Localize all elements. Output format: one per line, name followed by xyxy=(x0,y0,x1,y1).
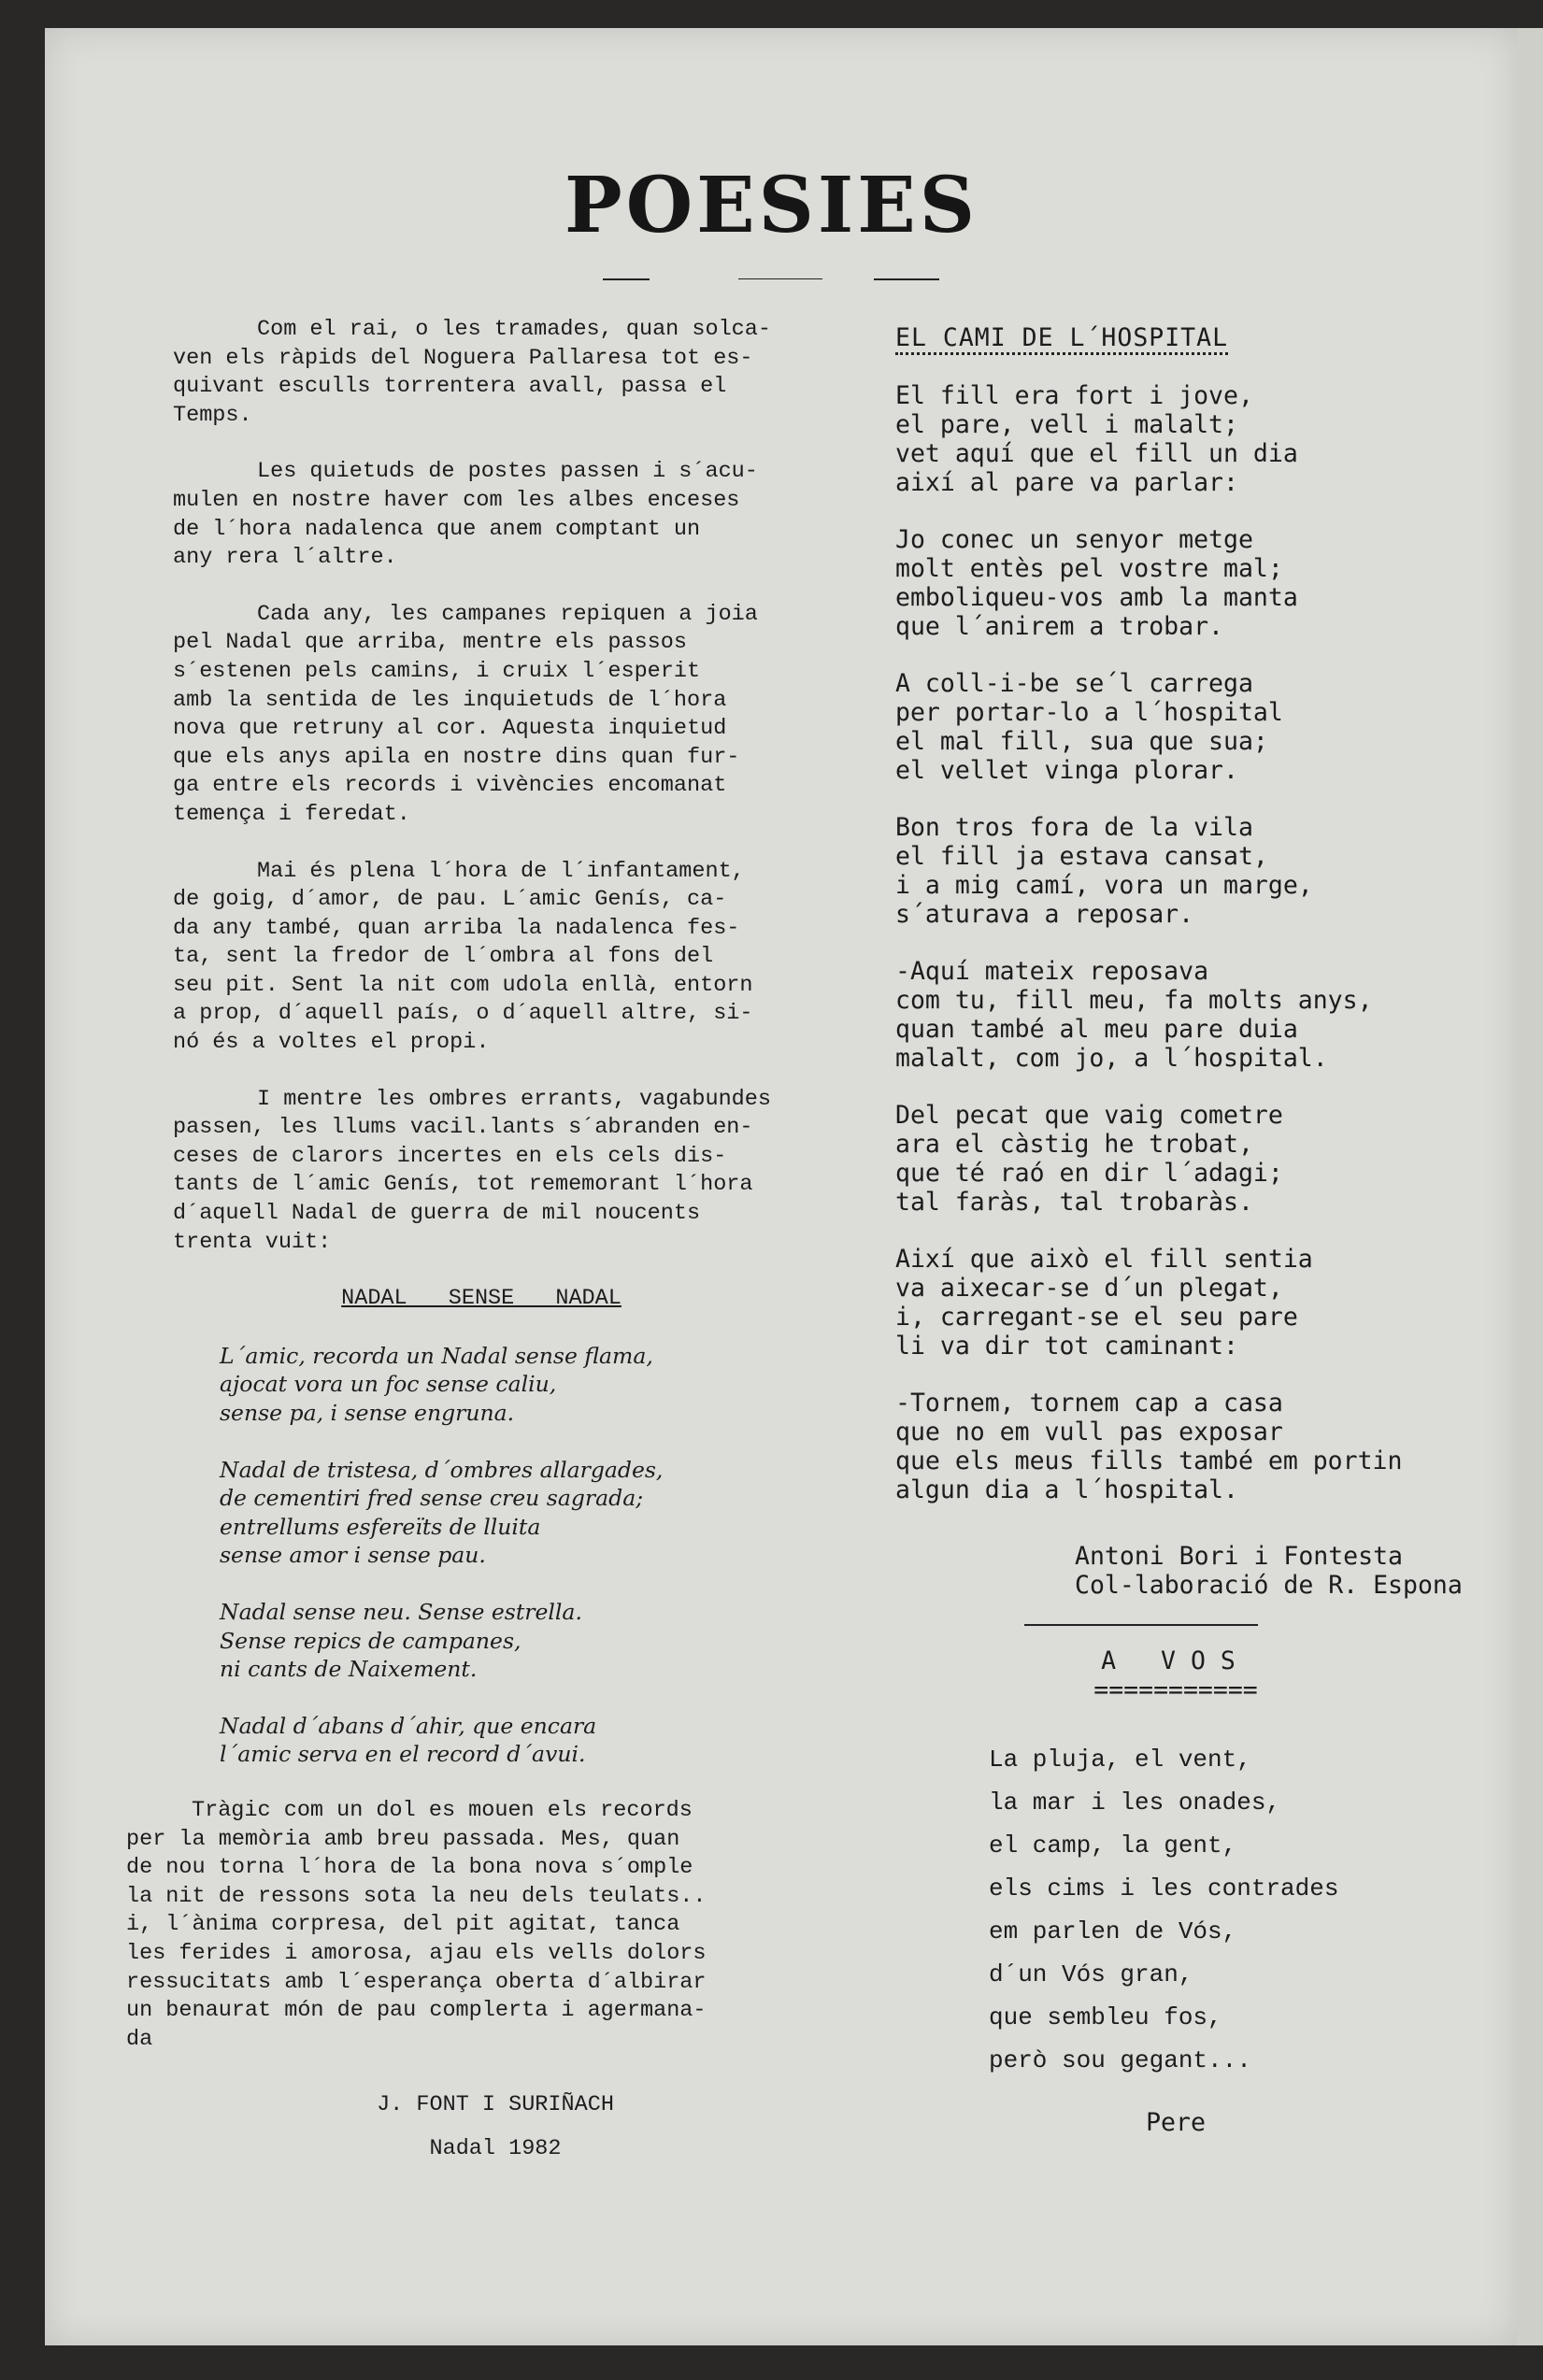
nadal-stanza-3: Nadal sense neu. Sense estrella. Sense repics de campanes, ni cants de Naixement. xyxy=(220,1598,582,1683)
section-divider xyxy=(1024,1624,1258,1626)
paragraph-2: Les quietuds de postes passen i s´acu- mulen en nostre haver com les albes enceses de l´hora nadalenca que anem comptant un any rera l´altre. xyxy=(173,459,758,571)
avos-title-underline: =========== xyxy=(1093,1675,1258,1704)
cami-stanza-3: A coll-i-be se´l carrega per portar-lo a l´hospital el mal fill, sua que sua; el vellet vinga plorar. xyxy=(895,669,1283,785)
paragraph-3: Cada any, les campanes repiquen a joia pel Nadal que arriba, mentre els passos s´estenen pels camins, i cruix l´esperit amb la sentida de les inquietuds de l´hora nova que retruny al cor. Aquesta inquietud que els anys apila en nostre dins quan fur- ga entre els records i vivències encomanat temença i feredat. xyxy=(173,601,758,827)
cami-poem-title: EL CAMI DE L´HOSPITAL xyxy=(895,323,1228,355)
cami-stanza-8: -Tornem, tornem cap a casa que no em vull pas exposar que els meus fills també em portin algun dia a l´hospital. xyxy=(895,1389,1403,1504)
title-underline-left xyxy=(603,278,650,280)
cami-stanza-6: Del pecat que vaig cometre ara el càstig he trobat, que té raó en dir l´adagi; tal faràs, tal trobaràs. xyxy=(895,1101,1283,1217)
cami-stanza-4: Bon tros fora de la vila el fill ja estava cansat, i a mig camí, vora un marge, s´aturava a reposar. xyxy=(895,813,1313,929)
right-column xyxy=(895,323,1512,2137)
avos-poem: La pluja, el vent, la mar i les onades, el camp, la gent, els cims i les contrades em parlen de Vós, d´un Vós gran, que sembleu fos, però sou gegant... xyxy=(989,1746,1339,2074)
left-author: J. FONT I SURIÑACH xyxy=(377,2092,614,2118)
left-date: Nadal 1982 xyxy=(429,2135,562,2161)
avos-author: Pere xyxy=(1146,2108,1206,2137)
paragraph-1: Com el rai, o les tramades, quan solca- ven els ràpids del Noguera Pallaresa tot es- quivant esculls torrentera avall, passa el Temps. xyxy=(173,317,771,428)
paragraph-5: I mentre les ombres errants, vagabundes passen, les llums vacil.lants s´abranden en- ceses de clarors incertes en els cels dis- tants de l´amic Genís, tot rememorant l´hora d´aquell Nadal de guerra de mil noucents trenta vuit: xyxy=(173,1086,771,1255)
paragraph-4: Mai és plena l´hora de l´infantament, de goig, d´amor, de pau. L´amic Genís, ca- da any també, quan arriba la nadalenca fes- ta, sent la fredor de l´ombra al fons del seu pit. Sent la nit com udola enllà, entorn a prop, d´aquell país, o d´aquell altre, si- nó és a voltes el propi. xyxy=(173,858,753,1056)
page-title: POESIES xyxy=(564,161,979,250)
cami-stanza-1: El fill era fort i jove, el pare, vell i malalt; vet aquí que el fill un dia així al pare va parlar: xyxy=(895,381,1298,497)
title-underline-right xyxy=(874,278,939,280)
avos-title: A VOS xyxy=(1101,1646,1250,1675)
closing-paragraph: Tràgic com un dol es mouen els records per la memòria amb breu passada. Mes, quan de nou torna l´hora de la bona nova s´omple la nit de ressons sota la neu dels teulats.. i, l´ànima corpresa, del pit agitat, tanca les ferides i amorosa, ajau els vells dolors ressucitats amb l´esperança oberta d´albirar un benaurat món de pau complerta i agermana- da xyxy=(126,1797,707,2052)
nadal-stanza-1: L´amic, recorda un Nadal sense flama, ajocat vora un foc sense caliu, sense pa, i sense engruna. xyxy=(220,1342,653,1426)
nadal-stanza-2: Nadal de tristesa, d´ombres allargades, de cementiri fred sense creu sagrada; entrellums esfereïts de lluita sense amor i sense pau. xyxy=(220,1456,664,1569)
left-column xyxy=(126,316,818,2163)
cami-stanza-5: -Aquí mateix reposava com tu, fill meu, fa molts anys, quan també al meu pare duia malalt, com jo, a l´hospital. xyxy=(895,957,1373,1073)
title-underline-mid xyxy=(738,278,822,279)
nadal-stanza-4: Nadal d´abans d´ahir, que encara l´amic serva en el record d´avui. xyxy=(220,1712,597,1768)
nadal-poem-title: NADAL SENSE NADAL xyxy=(341,1286,621,1312)
right-author: Antoni Bori i Fontesta Col-laboració de R. Espona xyxy=(1075,1542,1463,1600)
cami-stanza-7: Així que això el fill sentia va aixecar-se d´un plegat, i, carregant-se el seu pare li va dir tot caminant: xyxy=(895,1245,1313,1361)
cami-stanza-2: Jo conec un senyor metge molt entès pel vostre mal; emboliqueu-vos amb la manta que l´anirem a trobar. xyxy=(895,525,1298,641)
next-page-edge xyxy=(1517,28,1543,2345)
